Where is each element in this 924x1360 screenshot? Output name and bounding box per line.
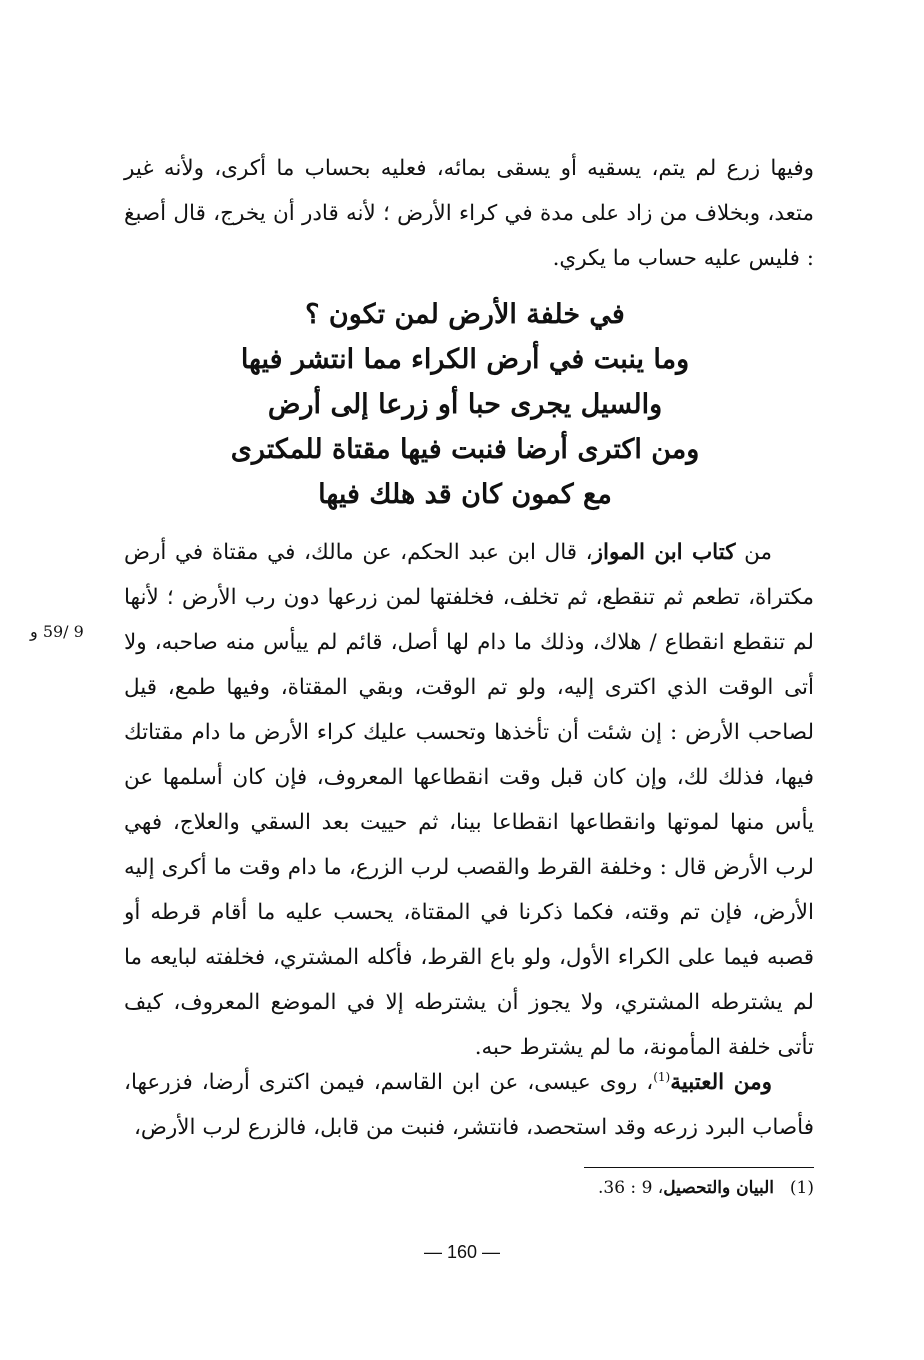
body-line: ، قال ابن عبد الحكم، عن مالك، في مقتاة في أرض (124, 540, 593, 565)
intro-paragraph (124, 146, 814, 281)
body-line: الأرض : إن شئت أن تأخذها وتحسب عليك كراء الأرض ما دام مقتاتك فيها، (124, 720, 814, 790)
heading-line: في خلفة الأرض لمن تكون ؟ (305, 299, 625, 330)
footnote-divider (584, 1167, 814, 1168)
source-title: كتاب ابن المواز (592, 540, 736, 565)
intro-line: فليس عليه حساب ما يكري. (552, 246, 800, 271)
footnote (124, 1178, 814, 1198)
body-line: الوقت الذي اكترى إليه، ولو تم الوقت، وبقي المقتاة، وفيها طمع، قيل لصاحب (124, 675, 814, 745)
heading-line: وما ينبت في أرض الكراء مما انتشر فيها (240, 344, 690, 375)
body-line: تم وقته، فكما ذكرنا في المقتاة، يحسب عليه ما أقام قرطه أو قصبه فيما على (124, 900, 814, 970)
heading-line: ومن اكترى أرضا فنبت فيها مقتاة للمكترى (230, 434, 700, 465)
body-line: منها لموتها وانقطاعها انقطاعا بينا، ثم حييت بعد السقي والعلاج، فهي لرب الأرض (124, 810, 814, 880)
section-heading (120, 292, 810, 517)
body-line: فأصاب البرد زرعه وقد استحصد، فانتشر، فنبت من قابل، فالزرع لرب الأرض، (133, 1115, 814, 1141)
intro-line: وفيها زرع لم يتم، يسقيه أو يسقى بمائه، فعليه بحساب ما أكرى، ولأنه غير متعد، (124, 156, 814, 226)
page-number: — 160 — (423, 1242, 501, 1262)
manuscript-folio-note: 9 /59 و (30, 622, 84, 641)
heading-line: والسيل يجرى حبا أو زرعا إلى أرض (267, 389, 663, 420)
body-line: المشتري، ولا يجوز أن يشترطه إلا في الموضع المعروف، كيف تأتى خلفة المأمونة، (124, 990, 814, 1060)
heading-line: مع كمون كان قد هلك فيها (318, 479, 612, 510)
body-line: تنقطع انقطاع / هلاك، وذلك ما دام لها أصل، قائم لم ييأس منه صاحبه، ولا أتى (124, 630, 814, 700)
lead-text: من (735, 540, 772, 565)
footnote-mark: (1) (789, 1178, 814, 1198)
source-title: ومن العتبية (670, 1070, 772, 1096)
body-line: مكتراة، تطعم ثم تنقطع، ثم تخلف، فخلفتها لمن زرعها دون رب الأرض ؛ لأنها لم (124, 585, 814, 655)
intro-line: وبخلاف من زاد على مدة في كراء الأرض ؛ لأنه قادر أن يخرج، قال أصبغ : (124, 201, 814, 271)
second-paragraph (124, 1055, 814, 1150)
body-line: ما لم يشترط حبه. (474, 1035, 636, 1060)
body-line: فذلك لك، وإن كان قبل وقت انقطاعها المعروف، فإن كان أسلمها عن يأس (124, 765, 814, 835)
footnote-citation: ، 9 : 36. (597, 1178, 664, 1198)
body-line: ، روى عيسى، عن ابن القاسم، فيمن اكترى أرضا، فزرعها، (124, 1070, 654, 1096)
main-paragraph (124, 530, 814, 1070)
footnote-source: البيان والتحصيل (663, 1178, 774, 1198)
footnote-reference[interactable]: (1) (653, 1070, 671, 1084)
body-line: الكراء الأول، ولو باع القرط، فأكله المشتري، فخلفته لبايعه ما لم يشترطه (124, 945, 814, 1015)
body-line: قال : وخلفة القرط والقصب لرب الزرع، ما دام وقت ما أكرى إليه الأرض، فإن (124, 855, 814, 925)
